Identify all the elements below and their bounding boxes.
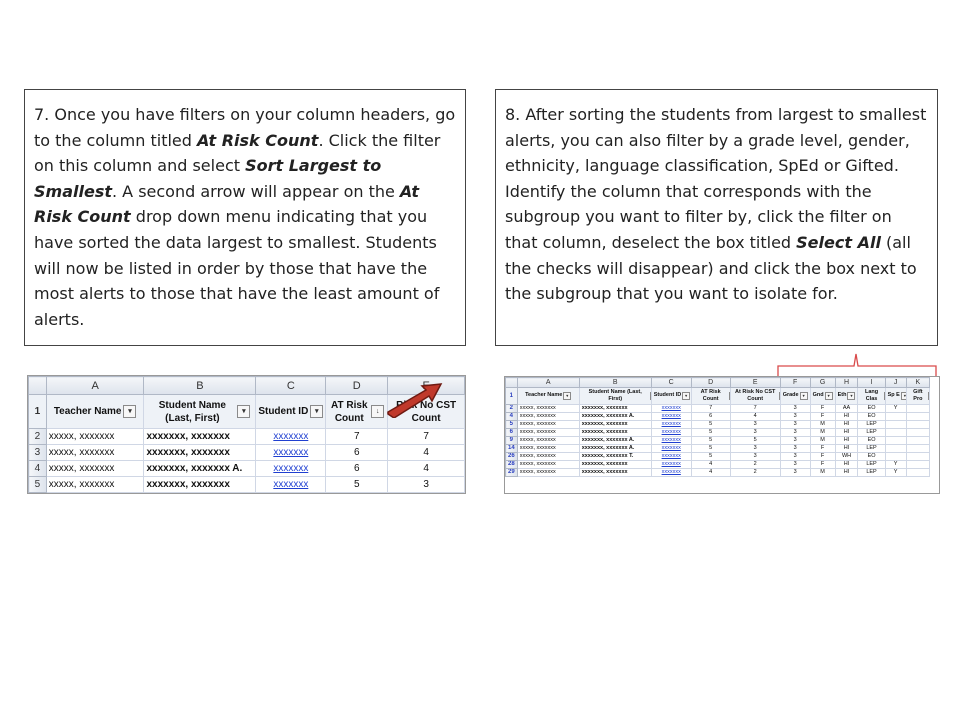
student-name-cell[interactable]: xxxxxxx, xxxxxxx xyxy=(144,429,256,445)
gifted-cell[interactable] xyxy=(906,413,929,421)
header-label: Gnd xyxy=(812,392,824,399)
row-number[interactable]: 1 xyxy=(29,395,47,429)
filter-dropdown-icon[interactable]: ▾ xyxy=(901,392,906,400)
sheet-body xyxy=(506,405,930,477)
risk-no-cst-cell[interactable]: 4 xyxy=(388,461,465,477)
table-row xyxy=(506,445,930,453)
filter-dropdown-icon[interactable]: ▾ xyxy=(847,392,855,400)
gender-cell[interactable]: F xyxy=(810,453,835,461)
gifted-cell[interactable] xyxy=(906,429,929,437)
gender-cell[interactable]: M xyxy=(810,421,835,429)
select-all-corner[interactable] xyxy=(506,378,518,388)
filter-dropdown-icon[interactable]: ▾ xyxy=(310,405,323,418)
filter-dropdown-icon[interactable]: ▾ xyxy=(237,405,250,418)
row-number[interactable]: 26 xyxy=(506,453,518,461)
table-row xyxy=(29,429,465,445)
risk-no-cst-cell[interactable]: 4 xyxy=(730,413,780,421)
row-number[interactable]: 5 xyxy=(29,477,47,493)
column-letter[interactable]: E xyxy=(730,378,780,388)
ethnicity-cell[interactable]: HI xyxy=(835,445,858,453)
grade-cell[interactable]: 3 xyxy=(780,429,810,437)
at-risk-count-cell[interactable]: 6 xyxy=(326,445,388,461)
teacher-cell[interactable]: xxxxx, xxxxxxx xyxy=(517,453,579,461)
risk-no-cst-cell[interactable]: 3 xyxy=(730,429,780,437)
header-cell[interactable] xyxy=(858,388,885,405)
sheet-body xyxy=(29,429,465,493)
header-label: Teacher Name xyxy=(53,406,122,418)
student-id-link[interactable]: xxxxxxx xyxy=(256,445,326,461)
risk-no-cst-cell[interactable]: 2 xyxy=(730,461,780,469)
student-id-link[interactable]: xxxxxxx xyxy=(651,437,691,445)
gifted-cell[interactable] xyxy=(906,453,929,461)
column-letter[interactable]: C xyxy=(256,377,326,395)
header-label: Student Name (Last, First) xyxy=(588,389,642,402)
at-risk-count-cell[interactable]: 5 xyxy=(691,429,730,437)
sped-cell[interactable] xyxy=(885,429,906,437)
at-risk-count-cell[interactable]: 5 xyxy=(691,437,730,445)
row-number[interactable]: 4 xyxy=(506,413,518,421)
gifted-cell[interactable] xyxy=(906,437,929,445)
at-risk-count-cell[interactable]: 5 xyxy=(326,477,388,493)
table-row xyxy=(29,461,465,477)
language-cell[interactable]: LEP xyxy=(858,445,885,453)
gender-cell[interactable]: F xyxy=(810,445,835,453)
gifted-cell[interactable] xyxy=(906,405,929,413)
at-risk-count-cell[interactable]: 5 xyxy=(691,421,730,429)
column-letter[interactable]: K xyxy=(906,378,929,388)
gender-cell[interactable]: M xyxy=(810,437,835,445)
teacher-cell[interactable]: xxxxx, xxxxxxx xyxy=(46,461,144,477)
column-letter[interactable]: C xyxy=(651,378,691,388)
student-id-link[interactable]: xxxxxxx xyxy=(651,405,691,413)
header-cell[interactable] xyxy=(780,388,810,405)
teacher-cell[interactable]: xxxxx, xxxxxxx xyxy=(46,477,144,493)
filter-dropdown-icon[interactable] xyxy=(928,392,930,400)
teacher-cell[interactable]: xxxxx, xxxxxxx xyxy=(517,429,579,437)
header-label: Lang Clas xyxy=(864,389,879,402)
header-label: Eth xyxy=(837,392,847,399)
student-id-link[interactable]: xxxxxxx xyxy=(256,429,326,445)
ethnicity-cell[interactable]: HI xyxy=(835,469,858,477)
gender-cell[interactable]: M xyxy=(810,429,835,437)
column-letter[interactable]: D xyxy=(691,378,730,388)
header-label: Teacher Name xyxy=(525,392,563,399)
bracket-line xyxy=(778,354,936,376)
student-name-cell[interactable]: xxxxxxx, xxxxxxx xyxy=(579,405,651,413)
step-7-paragraph xyxy=(34,102,456,332)
sped-cell[interactable] xyxy=(885,445,906,453)
filter-dropdown-icon[interactable]: ▾ xyxy=(563,392,571,400)
row-number[interactable]: 2 xyxy=(29,429,47,445)
at-risk-count-cell[interactable]: 6 xyxy=(326,461,388,477)
highlight-bracket-icon xyxy=(776,350,938,378)
column-letter-row xyxy=(506,378,930,388)
sped-cell[interactable]: Y xyxy=(885,469,906,477)
step-7-text-b: . Click the filter on this column and select xyxy=(34,130,441,176)
gifted-cell[interactable] xyxy=(906,421,929,429)
at-risk-count-cell[interactable]: 5 xyxy=(691,445,730,453)
student-id-link[interactable]: xxxxxxx xyxy=(651,453,691,461)
ethnicity-cell[interactable]: HI xyxy=(835,429,858,437)
risk-no-cst-cell[interactable]: 5 xyxy=(730,437,780,445)
teacher-cell[interactable]: xxxxx, xxxxxxx xyxy=(517,405,579,413)
teacher-cell[interactable]: xxxxx, xxxxxxx xyxy=(517,445,579,453)
row-number[interactable]: 14 xyxy=(506,445,518,453)
student-name-cell[interactable]: xxxxxxx, xxxxxxx T. xyxy=(579,453,651,461)
header-label: AT Risk Count xyxy=(700,389,721,402)
row-number[interactable]: 28 xyxy=(506,461,518,469)
column-letter[interactable]: J xyxy=(885,378,906,388)
student-name-cell[interactable]: xxxxxxx, xxxxxxx xyxy=(144,477,256,493)
student-id-link[interactable]: xxxxxxx xyxy=(256,477,326,493)
row-number[interactable]: 4 xyxy=(29,461,47,477)
row-number[interactable]: 2 xyxy=(506,405,518,413)
risk-no-cst-cell[interactable]: 3 xyxy=(388,477,465,493)
risk-no-cst-cell[interactable]: 3 xyxy=(730,453,780,461)
step-7-emphasis-c: At Risk Count xyxy=(34,181,420,227)
at-risk-count-cell[interactable]: 5 xyxy=(691,453,730,461)
filter-dropdown-icon[interactable]: ▾ xyxy=(123,405,136,418)
student-name-cell[interactable]: xxxxxxx, xxxxxxx A. xyxy=(144,461,256,477)
teacher-cell[interactable]: xxxxx, xxxxxxx xyxy=(517,437,579,445)
grade-cell[interactable]: 3 xyxy=(780,405,810,413)
column-letter[interactable]: D xyxy=(326,377,388,395)
ethnicity-cell[interactable]: HI xyxy=(835,421,858,429)
risk-no-cst-cell[interactable]: 3 xyxy=(730,421,780,429)
language-cell[interactable]: EO xyxy=(858,437,885,445)
at-risk-count-cell[interactable]: 7 xyxy=(691,405,730,413)
gifted-cell[interactable] xyxy=(906,469,929,477)
risk-no-cst-cell[interactable]: 7 xyxy=(730,405,780,413)
header-row xyxy=(506,388,930,405)
arrow-shape xyxy=(388,384,441,418)
table-row xyxy=(506,437,930,445)
risk-no-cst-cell[interactable]: 7 xyxy=(388,429,465,445)
grade-cell[interactable]: 3 xyxy=(780,461,810,469)
table-row xyxy=(29,445,465,461)
table-row xyxy=(506,453,930,461)
at-risk-count-cell[interactable]: 7 xyxy=(326,429,388,445)
select-all-corner[interactable] xyxy=(29,377,47,395)
risk-no-cst-cell[interactable]: 4 xyxy=(388,445,465,461)
sped-cell[interactable] xyxy=(885,413,906,421)
row-number[interactable]: 3 xyxy=(29,445,47,461)
column-letter[interactable]: A xyxy=(517,378,579,388)
step-7-text-d: drop down menu indicating that you have sorted the data largest to smallest. Students will now be listed in order by those that have the most alerts to those that have the least amount of alerts. xyxy=(34,207,440,329)
header-cell[interactable] xyxy=(651,388,691,405)
ethnicity-cell[interactable]: HI xyxy=(835,413,858,421)
ethnicity-cell[interactable]: HI xyxy=(835,437,858,445)
table-row xyxy=(506,405,930,413)
column-letter[interactable]: F xyxy=(780,378,810,388)
row-number[interactable]: 29 xyxy=(506,469,518,477)
teacher-cell[interactable]: xxxxx, xxxxxxx xyxy=(517,469,579,477)
student-name-cell[interactable]: xxxxxxx, xxxxxxx A. xyxy=(579,445,651,453)
teacher-cell[interactable]: xxxxx, xxxxxxx xyxy=(46,429,144,445)
language-cell[interactable]: EO xyxy=(858,405,885,413)
ethnicity-cell[interactable]: AA xyxy=(835,405,858,413)
step-7-instructions xyxy=(24,89,466,346)
header-label: Student ID xyxy=(653,392,682,399)
column-letter[interactable]: H xyxy=(835,378,858,388)
header-cell[interactable] xyxy=(730,388,780,405)
row-number[interactable]: 5 xyxy=(506,421,518,429)
table-row xyxy=(506,421,930,429)
language-cell[interactable]: LEP xyxy=(858,421,885,429)
header-cell[interactable] xyxy=(691,388,730,405)
header-label: Risk No CST Count xyxy=(396,399,457,424)
filter-dropdown-icon[interactable]: ▾ xyxy=(682,392,690,400)
step-8-paragraph xyxy=(505,102,928,307)
column-letter[interactable]: I xyxy=(858,378,885,388)
language-cell[interactable]: LEP xyxy=(858,461,885,469)
step-7-emphasis-a: At Risk Count xyxy=(197,130,319,150)
header-cell[interactable] xyxy=(579,388,651,405)
sped-cell[interactable] xyxy=(885,421,906,429)
spreadsheet-filter-columns xyxy=(504,376,940,494)
header-label: At Risk No CST Count xyxy=(735,389,776,402)
student-name-cell[interactable]: xxxxxxx, xxxxxxx xyxy=(579,461,651,469)
header-cell-id[interactable] xyxy=(256,395,326,429)
student-id-link[interactable]: xxxxxxx xyxy=(651,429,691,437)
student-name-cell[interactable]: xxxxxxx, xxxxxxx xyxy=(579,429,651,437)
student-name-cell[interactable]: xxxxxxx, xxxxxxx A. xyxy=(579,437,651,445)
header-cell-risk-count[interactable] xyxy=(326,395,388,429)
language-cell[interactable]: LEP xyxy=(858,429,885,437)
student-name-cell[interactable]: xxxxxxx, xxxxxxx xyxy=(579,421,651,429)
header-label: AT Risk Count xyxy=(331,399,368,424)
table-row xyxy=(506,413,930,421)
language-cell[interactable]: EO xyxy=(858,453,885,461)
filter-dropdown-icon[interactable]: ▾ xyxy=(800,392,808,400)
grade-cell[interactable]: 3 xyxy=(780,421,810,429)
table-row xyxy=(506,469,930,477)
language-cell[interactable]: LEP xyxy=(858,469,885,477)
step-7-text-c: . A second arrow will appear on the xyxy=(111,181,400,201)
language-cell[interactable]: EO xyxy=(858,413,885,421)
step-8-instructions xyxy=(495,89,938,346)
pointer-arrow-icon xyxy=(385,378,443,418)
student-id-link[interactable]: xxxxxxx xyxy=(651,421,691,429)
table-row xyxy=(506,461,930,469)
teacher-cell[interactable]: xxxxx, xxxxxxx xyxy=(517,413,579,421)
header-cell[interactable] xyxy=(906,388,929,405)
gender-cell[interactable]: F xyxy=(810,405,835,413)
gender-cell[interactable]: F xyxy=(810,461,835,469)
sped-cell[interactable]: Y xyxy=(885,461,906,469)
sorted-filter-icon[interactable]: ↓ xyxy=(371,405,384,418)
student-id-link[interactable]: xxxxxxx xyxy=(651,461,691,469)
header-label: Gift Pro xyxy=(913,389,923,402)
column-letter[interactable]: B xyxy=(579,378,651,388)
at-risk-count-cell[interactable]: 4 xyxy=(691,461,730,469)
column-letter[interactable]: A xyxy=(46,377,144,395)
header-cell[interactable] xyxy=(885,388,906,405)
gender-cell[interactable]: F xyxy=(810,413,835,421)
header-cell-teacher[interactable] xyxy=(46,395,144,429)
column-letter[interactable]: G xyxy=(810,378,835,388)
header-label: Student Name (Last, First) xyxy=(158,399,226,424)
sped-cell[interactable]: Y xyxy=(885,405,906,413)
header-label: Sp E xyxy=(887,392,900,399)
header-label: Grade xyxy=(782,392,799,399)
sped-cell[interactable] xyxy=(885,453,906,461)
teacher-cell[interactable]: xxxxx, xxxxxxx xyxy=(517,421,579,429)
step-7-emphasis-b: Sort Largest to Smallest xyxy=(34,156,382,201)
step-8-text-a: 8. After sorting the students from largest to smallest alerts, you can also filter by a grade level, gender, ethnicity, language classification, SpEd or Gifted. Identify the column that corresponds with the subgroup you want to filter by, click the filter on that column, deselect the box titled xyxy=(505,105,927,252)
sped-cell[interactable] xyxy=(885,437,906,445)
student-name-cell[interactable]: xxxxxxx, xxxxxxx A. xyxy=(579,413,651,421)
teacher-cell[interactable]: xxxxx, xxxxxxx xyxy=(517,461,579,469)
at-risk-count-cell[interactable]: 6 xyxy=(691,413,730,421)
header-cell[interactable] xyxy=(517,388,579,405)
ethnicity-cell[interactable]: HI xyxy=(835,461,858,469)
column-letter[interactable]: B xyxy=(144,377,256,395)
student-id-link[interactable]: xxxxxxx xyxy=(651,445,691,453)
row-number[interactable]: 9 xyxy=(506,437,518,445)
step-8-emphasis-a: Select All xyxy=(796,232,881,252)
filter-dropdown-icon[interactable]: ▾ xyxy=(825,392,833,400)
at-risk-count-cell[interactable]: 4 xyxy=(691,469,730,477)
header-cell[interactable] xyxy=(835,388,858,405)
risk-no-cst-cell[interactable]: 3 xyxy=(730,445,780,453)
step-8-text-b: (all the checks will disappear) and click the box next to the subgroup that you want to isolate for. xyxy=(505,232,917,304)
grade-cell[interactable]: 3 xyxy=(780,413,810,421)
student-id-link[interactable]: xxxxxxx xyxy=(651,469,691,477)
student-id-link[interactable]: xxxxxxx xyxy=(651,413,691,421)
student-id-link[interactable]: xxxxxxx xyxy=(256,461,326,477)
row-number[interactable]: 6 xyxy=(506,429,518,437)
gifted-cell[interactable] xyxy=(906,461,929,469)
student-name-cell[interactable]: xxxxxxx, xxxxxxx xyxy=(144,445,256,461)
row-number[interactable]: 1 xyxy=(506,388,518,405)
header-cell[interactable] xyxy=(810,388,835,405)
header-label: Student ID xyxy=(258,406,309,418)
risk-no-cst-cell[interactable]: 2 xyxy=(730,469,780,477)
grade-cell[interactable]: 3 xyxy=(780,453,810,461)
table-row xyxy=(29,477,465,493)
teacher-cell[interactable]: xxxxx, xxxxxxx xyxy=(46,445,144,461)
gifted-cell[interactable] xyxy=(906,445,929,453)
grade-cell[interactable]: 3 xyxy=(780,437,810,445)
grade-cell[interactable]: 3 xyxy=(780,469,810,477)
student-name-cell[interactable]: xxxxxxx, xxxxxxx xyxy=(579,469,651,477)
grade-cell[interactable]: 3 xyxy=(780,445,810,453)
step-7-text-a: 7. Once you have filters on your column headers, go to the column titled xyxy=(34,105,456,150)
header-cell-student[interactable] xyxy=(144,395,256,429)
ethnicity-cell[interactable]: WH xyxy=(835,453,858,461)
table-row xyxy=(506,429,930,437)
gender-cell[interactable]: M xyxy=(810,469,835,477)
